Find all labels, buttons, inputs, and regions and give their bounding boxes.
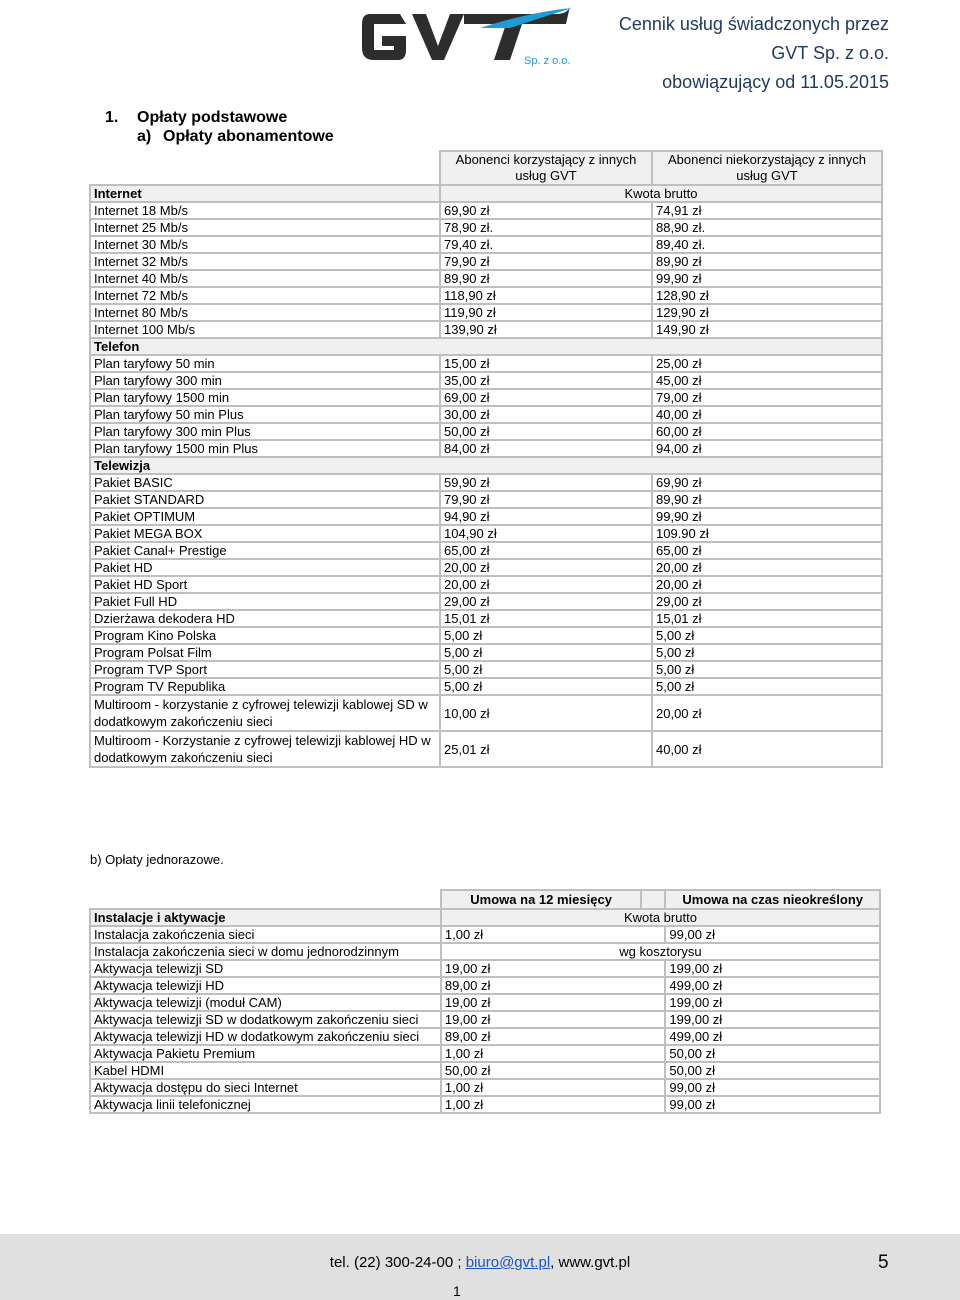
table-row bbox=[90, 270, 882, 287]
col-header-indefinite: Umowa na czas nieokreślony bbox=[665, 890, 880, 909]
price-by-estimate: wg kosztorysu bbox=[441, 943, 880, 960]
service-name: Pakiet Full HD bbox=[90, 593, 440, 610]
table-row bbox=[90, 644, 882, 661]
activation-name: Aktywacja telewizji HD w dodatkowym zakończeniu sieci bbox=[90, 1028, 441, 1045]
col-header-without-services: Abonenci niekorzystający z innych usług GVT bbox=[652, 151, 882, 185]
subscription-fees-table bbox=[89, 150, 883, 768]
price-with-services: 15,00 zł bbox=[440, 355, 652, 372]
price-with-services: 5,00 zł bbox=[440, 644, 652, 661]
section-1a-heading: a) Opłaty abonamentowe bbox=[137, 128, 334, 145]
price-indefinite: 199,00 zł bbox=[665, 994, 880, 1011]
table-row bbox=[90, 491, 882, 508]
price-without-services: 40,00 zł bbox=[652, 731, 882, 767]
table-row bbox=[90, 304, 882, 321]
col-header-with-services: Abonenci korzystający z innych usług GVT bbox=[440, 151, 652, 185]
price-with-services: 79,90 zł bbox=[440, 253, 652, 270]
service-name: Program TVP Sport bbox=[90, 661, 440, 678]
footer-email-link[interactable]: biuro@gvt.pl bbox=[465, 1254, 551, 1271]
price-without-services: 5,00 zł bbox=[652, 661, 882, 678]
section-1-heading: 1. Opłaty podstawowe bbox=[105, 109, 288, 126]
price-indefinite: 499,00 zł bbox=[665, 977, 880, 994]
table-row bbox=[90, 287, 882, 304]
title-line-1: Cennik usług świadczonych przez bbox=[618, 14, 889, 34]
service-name: Internet 80 Mb/s bbox=[90, 304, 440, 321]
price-without-services: 65,00 zł bbox=[652, 542, 882, 559]
price-with-services: 10,00 zł bbox=[440, 695, 652, 731]
title-line-3: obowiązujący od 11.05.2015 bbox=[662, 72, 889, 92]
price-without-services: 109.90 zł bbox=[652, 525, 882, 542]
service-name: Plan taryfowy 50 min bbox=[90, 355, 440, 372]
price-with-services: 20,00 zł bbox=[440, 559, 652, 576]
price-with-services: 59,90 zł bbox=[440, 474, 652, 491]
col-header-12-months: Umowa na 12 miesięcy bbox=[441, 890, 642, 909]
price-with-services: 30,00 zł bbox=[440, 406, 652, 423]
table-row bbox=[90, 960, 880, 977]
service-name: Pakiet HD Sport bbox=[90, 576, 440, 593]
table-row bbox=[90, 253, 882, 270]
price-with-services: 25,01 zł bbox=[440, 731, 652, 767]
price-with-services: 104,90 zł bbox=[440, 525, 652, 542]
service-name: Plan taryfowy 1500 min Plus bbox=[90, 440, 440, 457]
price-with-services: 94,90 zł bbox=[440, 508, 652, 525]
price-with-services: 89,90 zł bbox=[440, 270, 652, 287]
service-name: Plan taryfowy 50 min Plus bbox=[90, 406, 440, 423]
table-row bbox=[90, 389, 882, 406]
price-with-services: 69,00 zł bbox=[440, 389, 652, 406]
service-name: Internet 25 Mb/s bbox=[90, 219, 440, 236]
price-without-services: 5,00 zł bbox=[652, 678, 882, 695]
title-line-2: GVT Sp. z o.o. bbox=[771, 43, 889, 63]
service-name: Pakiet HD bbox=[90, 559, 440, 576]
table-row bbox=[90, 926, 880, 943]
activation-name: Aktywacja telewizji SD w dodatkowym zakończeniu sieci bbox=[90, 1011, 441, 1028]
footer-website: www.gvt.pl bbox=[558, 1254, 631, 1271]
table-row bbox=[90, 661, 882, 678]
service-name: Internet 40 Mb/s bbox=[90, 270, 440, 287]
service-name: Program Kino Polska bbox=[90, 627, 440, 644]
service-name: Program TV Republika bbox=[90, 678, 440, 695]
page-number: 5 bbox=[878, 1252, 889, 1273]
price-without-services: 79,00 zł bbox=[652, 389, 882, 406]
price-with-services: 78,90 zł. bbox=[440, 219, 652, 236]
table-row bbox=[90, 627, 882, 644]
price-without-services: 29,00 zł bbox=[652, 593, 882, 610]
price-without-services: 5,00 zł bbox=[652, 644, 882, 661]
table-row bbox=[90, 355, 882, 372]
price-without-services: 45,00 zł bbox=[652, 372, 882, 389]
service-name: Plan taryfowy 300 min bbox=[90, 372, 440, 389]
category-label: Instalacje i aktywacje bbox=[90, 909, 441, 926]
footer-contact: tel. (22) 300-24-00 ; biuro@gvt.pl, www.gvt.pl bbox=[329, 1254, 631, 1271]
activation-name: Aktywacja Pakietu Premium bbox=[90, 1045, 441, 1062]
price-without-services: 5,00 zł bbox=[652, 627, 882, 644]
service-name: Pakiet OPTIMUM bbox=[90, 508, 440, 525]
table-row bbox=[90, 977, 880, 994]
price-indefinite: 99,00 zł bbox=[665, 926, 880, 943]
table-row bbox=[90, 731, 882, 767]
activation-name: Aktywacja linii telefonicznej bbox=[90, 1096, 441, 1113]
document-title bbox=[619, 10, 889, 97]
price-without-services: 74,91 zł bbox=[652, 202, 882, 219]
table-row bbox=[90, 1096, 880, 1113]
category-label: Telefon bbox=[90, 338, 882, 355]
price-without-services: 20,00 zł bbox=[652, 559, 882, 576]
price-12-months: 19,00 zł bbox=[441, 960, 666, 977]
price-with-services: 5,00 zł bbox=[440, 661, 652, 678]
price-with-services: 35,00 zł bbox=[440, 372, 652, 389]
table-row bbox=[90, 423, 882, 440]
price-with-services: 29,00 zł bbox=[440, 593, 652, 610]
category-row bbox=[90, 457, 882, 474]
table-row bbox=[90, 202, 882, 219]
service-name: Pakiet BASIC bbox=[90, 474, 440, 491]
price-without-services: 129,90 zł bbox=[652, 304, 882, 321]
table-row bbox=[90, 1062, 880, 1079]
section-1b-heading: b) Opłaty jednorazowe. bbox=[90, 852, 224, 867]
price-with-services: 118,90 zł bbox=[440, 287, 652, 304]
price-indefinite: 50,00 zł bbox=[665, 1045, 880, 1062]
table-row bbox=[90, 1011, 880, 1028]
price-with-services: 5,00 zł bbox=[440, 627, 652, 644]
price-with-services: 65,00 zł bbox=[440, 542, 652, 559]
service-name: Pakiet STANDARD bbox=[90, 491, 440, 508]
table-row bbox=[90, 508, 882, 525]
table-row bbox=[90, 1028, 880, 1045]
table-row bbox=[90, 576, 882, 593]
price-without-services: 60,00 zł bbox=[652, 423, 882, 440]
one-time-fees-table bbox=[89, 889, 881, 1114]
price-12-months: 50,00 zł bbox=[441, 1062, 666, 1079]
service-name: Multiroom - korzystanie z cyfrowej telewizji kablowej SD w dodatkowym zakończeniu sieci bbox=[90, 695, 440, 731]
category-row bbox=[90, 909, 880, 926]
price-indefinite: 199,00 zł bbox=[665, 960, 880, 977]
category-row bbox=[90, 185, 882, 202]
kwota-brutto-label: Kwota brutto bbox=[440, 185, 882, 202]
service-name: Plan taryfowy 300 min Plus bbox=[90, 423, 440, 440]
activation-name: Aktywacja dostępu do sieci Internet bbox=[90, 1079, 441, 1096]
price-without-services: 20,00 zł bbox=[652, 576, 882, 593]
price-with-services: 139,90 zł bbox=[440, 321, 652, 338]
table-row bbox=[90, 610, 882, 627]
table-row bbox=[90, 1079, 880, 1096]
service-name: Internet 30 Mb/s bbox=[90, 236, 440, 253]
service-name: Program Polsat Film bbox=[90, 644, 440, 661]
price-12-months: 19,00 zł bbox=[441, 1011, 666, 1028]
price-with-services: 79,90 zł bbox=[440, 491, 652, 508]
price-without-services: 40,00 zł bbox=[652, 406, 882, 423]
table-row bbox=[90, 372, 882, 389]
price-without-services: 128,90 zł bbox=[652, 287, 882, 304]
activation-name: Aktywacja telewizji SD bbox=[90, 960, 441, 977]
price-indefinite: 199,00 zł bbox=[665, 1011, 880, 1028]
table-row bbox=[90, 593, 882, 610]
price-12-months: 1,00 zł bbox=[441, 1079, 666, 1096]
activation-name: Instalacja zakończenia sieci bbox=[90, 926, 441, 943]
table-row bbox=[90, 406, 882, 423]
price-indefinite: 50,00 zł bbox=[665, 1062, 880, 1079]
service-name: Internet 100 Mb/s bbox=[90, 321, 440, 338]
price-without-services: 89,90 zł bbox=[652, 491, 882, 508]
table-row bbox=[90, 219, 882, 236]
category-label: Internet bbox=[90, 185, 440, 202]
service-name: Pakiet Canal+ Prestige bbox=[90, 542, 440, 559]
kwota-brutto-label: Kwota brutto bbox=[441, 909, 880, 926]
table-row bbox=[90, 474, 882, 491]
category-label: Telewizja bbox=[90, 457, 882, 474]
service-name: Pakiet MEGA BOX bbox=[90, 525, 440, 542]
price-without-services: 149,90 zł bbox=[652, 321, 882, 338]
price-with-services: 20,00 zł bbox=[440, 576, 652, 593]
page-footer bbox=[0, 1234, 960, 1300]
price-with-services: 79,40 zł. bbox=[440, 236, 652, 253]
price-without-services: 15,01 zł bbox=[652, 610, 882, 627]
price-without-services: 69,90 zł bbox=[652, 474, 882, 491]
price-indefinite: 99,00 zł bbox=[665, 1079, 880, 1096]
table-row bbox=[90, 542, 882, 559]
price-12-months: 1,00 zł bbox=[441, 926, 666, 943]
service-name: Internet 18 Mb/s bbox=[90, 202, 440, 219]
table-row bbox=[90, 994, 880, 1011]
price-with-services: 50,00 zł bbox=[440, 423, 652, 440]
activation-name: Instalacja zakończenia sieci w domu jednorodzinnym bbox=[90, 943, 441, 960]
price-with-services: 69,90 zł bbox=[440, 202, 652, 219]
service-name: Internet 72 Mb/s bbox=[90, 287, 440, 304]
service-name: Dzierżawa dekodera HD bbox=[90, 610, 440, 627]
table-row bbox=[90, 321, 882, 338]
activation-name: Aktywacja telewizji (moduł CAM) bbox=[90, 994, 441, 1011]
price-without-services: 88,90 zł. bbox=[652, 219, 882, 236]
category-row bbox=[90, 338, 882, 355]
price-with-services: 119,90 zł bbox=[440, 304, 652, 321]
price-without-services: 89,40 zł. bbox=[652, 236, 882, 253]
price-12-months: 89,00 zł bbox=[441, 1028, 666, 1045]
price-indefinite: 499,00 zł bbox=[665, 1028, 880, 1045]
table-row bbox=[90, 1045, 880, 1062]
activation-name: Kabel HDMI bbox=[90, 1062, 441, 1079]
footer-small-number: 1 bbox=[453, 1283, 461, 1299]
price-without-services: 94,00 zł bbox=[652, 440, 882, 457]
service-name: Internet 32 Mb/s bbox=[90, 253, 440, 270]
price-with-services: 15,01 zł bbox=[440, 610, 652, 627]
table-row bbox=[90, 236, 882, 253]
price-with-services: 5,00 zł bbox=[440, 678, 652, 695]
table-row bbox=[90, 943, 880, 960]
table-row bbox=[90, 678, 882, 695]
activation-name: Aktywacja telewizji HD bbox=[90, 977, 441, 994]
table-row bbox=[90, 440, 882, 457]
price-12-months: 1,00 zł bbox=[441, 1096, 666, 1113]
table-row bbox=[90, 695, 882, 731]
price-12-months: 19,00 zł bbox=[441, 994, 666, 1011]
price-without-services: 99,90 zł bbox=[652, 508, 882, 525]
price-indefinite: 99,00 zł bbox=[665, 1096, 880, 1113]
price-without-services: 20,00 zł bbox=[652, 695, 882, 731]
price-without-services: 99,90 zł bbox=[652, 270, 882, 287]
table-row bbox=[90, 559, 882, 576]
logo-subtext: Sp. z o.o. bbox=[524, 55, 571, 67]
price-12-months: 1,00 zł bbox=[441, 1045, 666, 1062]
service-name: Plan taryfowy 1500 min bbox=[90, 389, 440, 406]
service-name: Multiroom - Korzystanie z cyfrowej telewizji kablowej HD w dodatkowym zakończeniu sieci bbox=[90, 731, 440, 767]
price-without-services: 89,90 zł bbox=[652, 253, 882, 270]
price-with-services: 84,00 zł bbox=[440, 440, 652, 457]
gvt-logo bbox=[360, 4, 575, 68]
price-without-services: 25,00 zł bbox=[652, 355, 882, 372]
table-row bbox=[90, 525, 882, 542]
price-12-months: 89,00 zł bbox=[441, 977, 666, 994]
